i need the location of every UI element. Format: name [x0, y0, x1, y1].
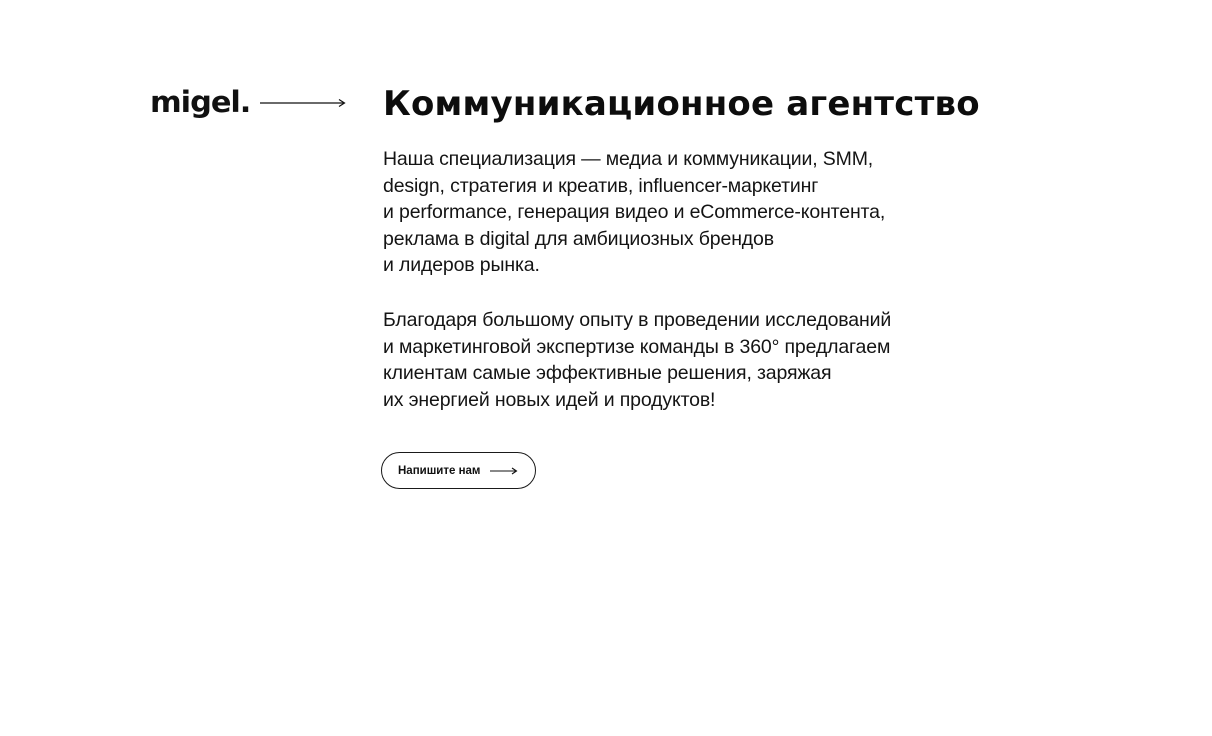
intro-line: Наша специализация — медиа и коммуникации, SMM, [383, 148, 874, 170]
expertise-line: клиентам самые эффективные решения, заряжая [383, 362, 832, 385]
contact-us-button[interactable] [381, 452, 536, 489]
expertise-paragraph [383, 307, 891, 413]
expertise-line: Благодаря большому опыту в проведении исследований [383, 309, 892, 331]
intro-line: design, стратегия и креатив, influencer-маркетинг [383, 174, 819, 197]
intro-line: реклама в digital для амбициозных брендов [383, 227, 774, 250]
long-arrow-right-icon [260, 98, 346, 108]
page-title: Коммуникационное агентство [383, 84, 980, 124]
intro-line: и performance, генерация видео и eCommerce-контента, [383, 201, 886, 224]
arrow-right-icon [490, 467, 518, 475]
header-logo-group [150, 84, 346, 120]
contact-us-label: Напишите нам [398, 464, 481, 477]
expertise-line: их энергией новых идей и продуктов! [383, 388, 716, 411]
intro-line: и лидеров рынка. [383, 254, 540, 277]
expertise-line: и маркетинговой экспертизе команды в 360° предлагаем [383, 335, 891, 358]
logo[interactable]: migel. [150, 85, 251, 119]
intro-paragraph [383, 146, 885, 279]
